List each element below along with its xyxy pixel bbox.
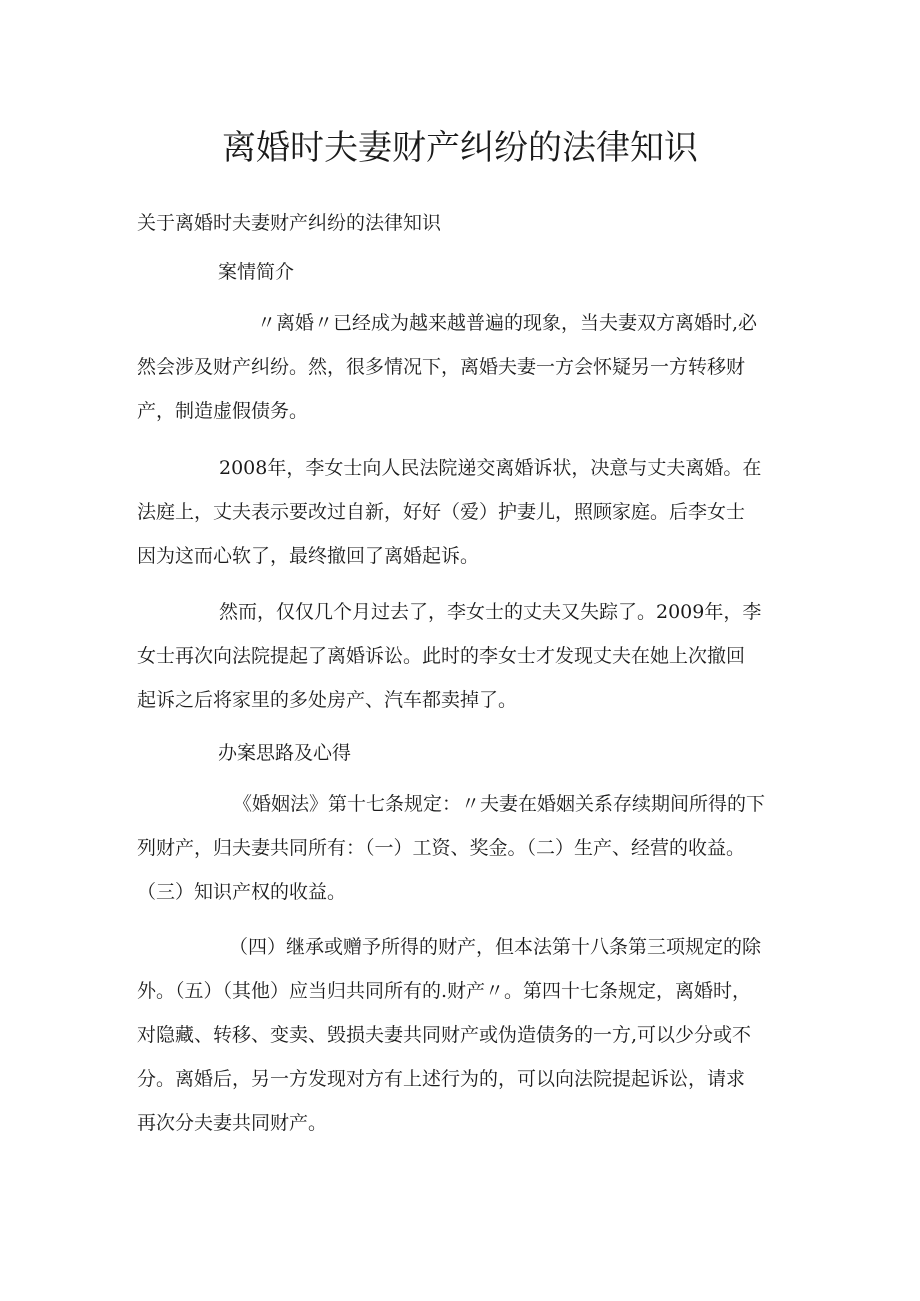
- paragraph-line: 女士再次向法院提起了离婚诉讼。此时的李女士才发现丈夫在她上次撤回: [137, 645, 746, 667]
- document-subtitle: 关于离婚时夫妻财产纠纷的法律知识: [137, 212, 442, 234]
- paragraph-intro: [137, 301, 797, 433]
- paragraph-line: 〃离婚〃已经成为越来越普遍的现象，当夫妻双方离婚时,必: [257, 312, 758, 334]
- paragraph-line: 法庭上，丈夫表示要改过自新，好好（爱）护妻儿，照顾家庭。后李女士: [137, 501, 746, 523]
- paragraph-line: 再次分夫妻共同财产。: [137, 1112, 328, 1134]
- paragraph-line: 因为这而心软了，最终撤回了离婚起诉。: [137, 545, 480, 567]
- paragraph-line: 《婚姻法》第十七条规定：〃夫妻在婚姻关系存续期间所得的下: [233, 793, 766, 815]
- paragraph-line: 列财产，归夫妻共同所有：（一）工资、奖金。（二）生产、经营的收益。: [137, 837, 746, 859]
- paragraph-article47: [137, 925, 797, 1145]
- paragraph-line: 分。离婚后，另一方发现对方有上述行为的，可以向法院提起诉讼，请求: [137, 1068, 746, 1090]
- paragraph-line: 然会涉及财产纠纷。然，很多情况下，离婚夫妻一方会怀疑另一方转移财: [137, 356, 746, 378]
- paragraph-line: （三）知识产权的收益。: [137, 881, 347, 903]
- paragraph-line: 起诉之后将家里的多处房产、汽车都卖掉了。: [137, 689, 518, 711]
- paragraph-line: 对隐藏、转移、变卖、毁损夫妻共同财产或伪造债务的一方,可以少分或不: [137, 1024, 752, 1046]
- paragraph-line: 然而，仅仅几个月过去了，李女士的丈夫又失踪了。2009年，李: [219, 601, 762, 623]
- section-heading-approach: 办案思路及心得: [218, 742, 352, 764]
- page-title: 离婚时夫妻财产纠纷的法律知识: [222, 128, 698, 168]
- paragraph-line: 外。（五）（其他）应当归共同所有的.财产〃。第四十七条规定，离婚时，: [137, 980, 752, 1002]
- paragraph-line: （四）继承或赠予所得的财产，但本法第十八条第三项规定的除: [229, 936, 762, 958]
- section-heading-case-summary: 案情简介: [218, 261, 295, 283]
- paragraph-marriage-law-article17: [137, 782, 797, 914]
- paragraph-2008: [137, 446, 797, 578]
- paragraph-line: 产，制造虚假债务。: [137, 400, 309, 422]
- paragraph-2009: [137, 590, 797, 722]
- paragraph-line: 2008年，李女士向人民法院递交离婚诉状，决意与丈夫离婚。在: [219, 457, 762, 479]
